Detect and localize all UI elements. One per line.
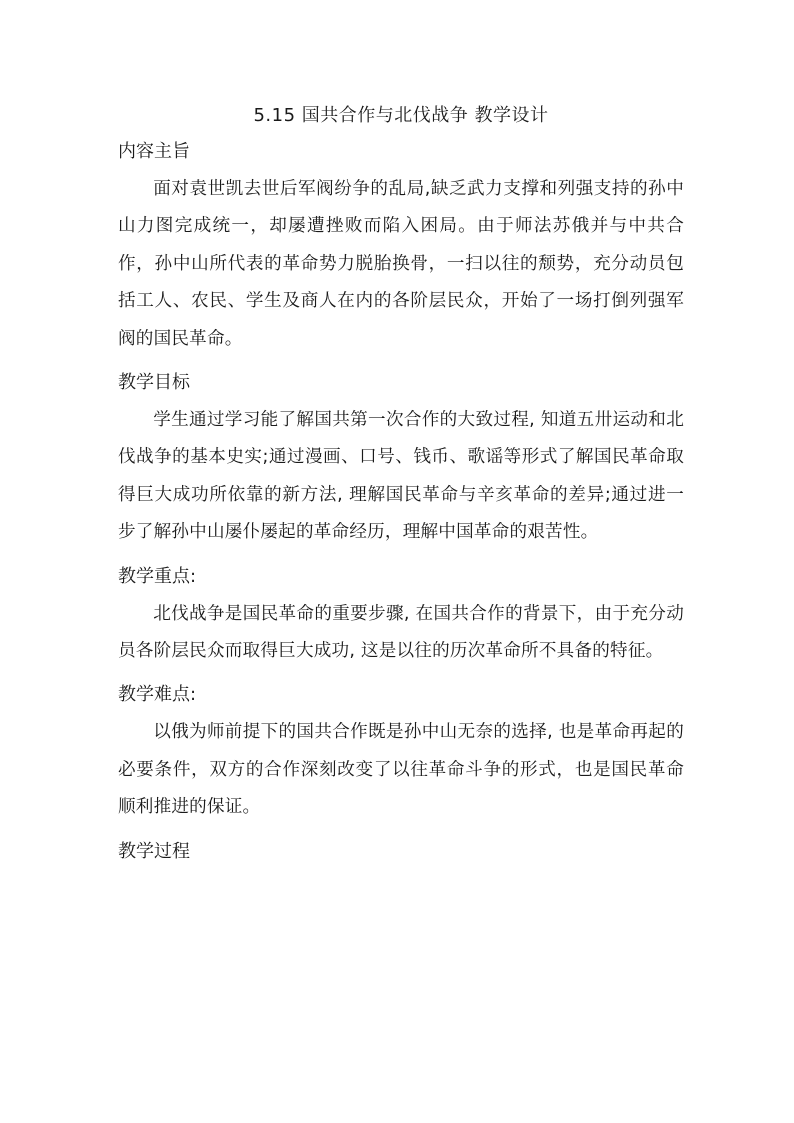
section-heading-teaching-goals: 教学目标 [118,372,190,394]
section-heading-teaching-process: 教学过程 [118,840,190,862]
section-heading-difficult-points: 教学难点: [118,684,197,706]
document-title: 5.15 国共合作与北伐战争 教学设计 [253,105,549,126]
section-body-content-purpose: 面对袁世凯去世后军阀纷争的乱局,缺乏武力支撑和列强支持的孙中山力图完成统一，却屡遭挫败而陷入困局。由于师法苏俄并与中共合作，孙中山所代表的革命势力脱胎换骨，一扫以往的颓势，充分动员包括工人、农民、学生及商人在内的各阶层民众，开始了一场打倒列强军阀的国民革命。 [118,179,684,349]
section-body-key-points: 北伐战争是国民革命的重要步骤, 在国共合作的背景下，由于充分动员各阶层民众而取得巨大成功, 这是以往的历次革命所不具备的特征。 [118,603,684,662]
section-heading-key-points: 教学重点: [118,565,197,587]
section-body-teaching-goals: 学生通过学习能了解国共第一次合作的大致过程, 知道五卅运动和北伐战争的基本史实;通过漫画、口号、钱币、歌谣等形式了解国民革命取得巨大成功所依靠的新方法, 理解国民革命与辛亥革命的差异;通过进一步了解孙中山屡仆屡起的革命经历，理解中国革命的艰苦性。 [118,410,684,543]
section-body-difficult-points: 以俄为师前提下的国共合作既是孙中山无奈的选择, 也是革命再起的必要条件，双方的合作深刻改变了以往革命斗争的形式，也是国民革命顺利推进的保证。 [118,722,684,818]
document-content [118,101,684,871]
section-heading-content-purpose: 内容主旨 [118,141,190,162]
